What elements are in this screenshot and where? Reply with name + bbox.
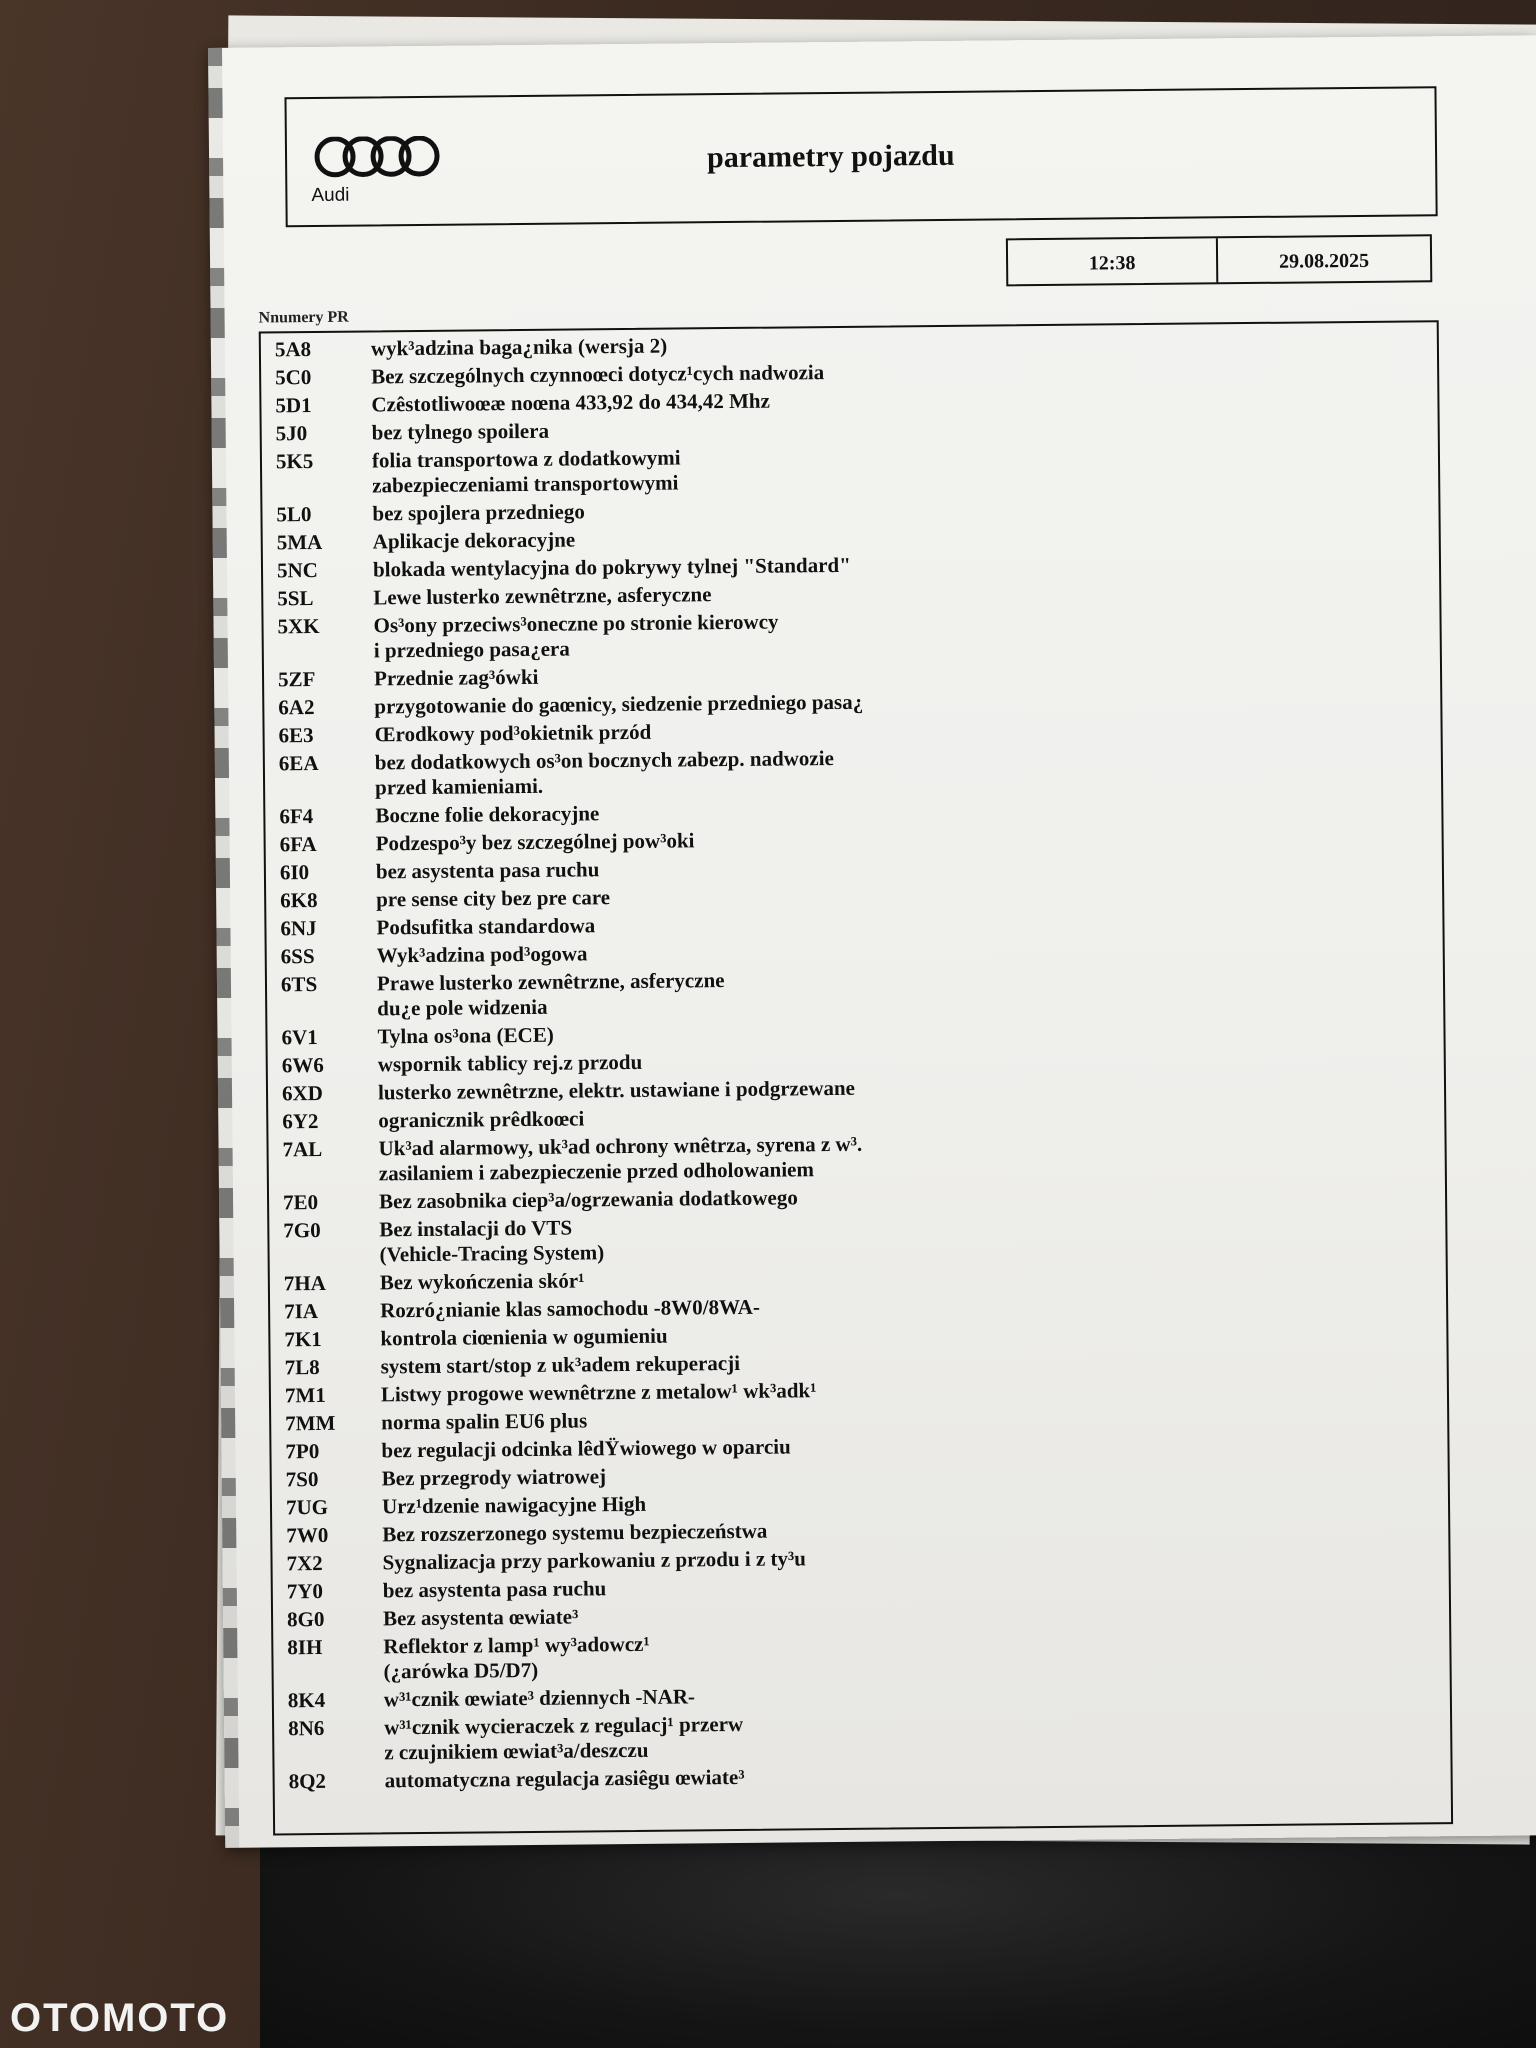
pr-description: w³¹cznik wycieraczek z regulacj¹ przerw z czujnikiem œwiat³a/deszczu bbox=[384, 1711, 744, 1765]
watermark-logo: OTOMOTO bbox=[10, 1996, 230, 2040]
pr-description: Przednie zag³ówki bbox=[373, 664, 539, 691]
pr-description: Aplikacje dekoracyjne bbox=[372, 527, 576, 554]
pr-description: Podzespo³y bez szczególnej pow³oki bbox=[375, 828, 695, 856]
pr-code: 5J0 bbox=[275, 421, 308, 446]
pr-row bbox=[273, 1624, 1449, 1685]
pr-description: Bez rozszerzonego systemu bezpieczeństwa bbox=[382, 1518, 768, 1547]
pr-code: 7HA bbox=[283, 1270, 326, 1296]
pr-description: norma spalin EU6 plus bbox=[381, 1408, 588, 1435]
pr-description: Lewe lusterko zewnêtrzne, asferyczne bbox=[373, 582, 712, 610]
pr-code: 8G0 bbox=[286, 1606, 325, 1632]
pr-description: bez asystenta pasa ruchu bbox=[375, 857, 600, 884]
pr-description: bez dodatkowych os³on bocznych zabezp. nadwozie przed kamieniami. bbox=[374, 746, 834, 800]
audi-rings-logo bbox=[307, 136, 458, 207]
pr-code: 6I0 bbox=[279, 860, 310, 885]
pr-description: Bez asystenta œwiate³ bbox=[382, 1604, 579, 1631]
pr-description: bez regulacji odcinka lêdŸwiowego w oparciu bbox=[381, 1434, 791, 1463]
pr-description: bez spojlera przedniego bbox=[372, 499, 585, 526]
pr-description: Sygnalizacja przy parkowaniu z przodu i z ty³u bbox=[382, 1546, 807, 1575]
time-date-box bbox=[1006, 234, 1432, 286]
pr-description: Uk³ad alarmowy, uk³ad ochrony wnêtrza, syrena z w³. zasilaniem i zabezpieczenie przed odholowaniem bbox=[378, 1131, 863, 1186]
pr-code: 8N6 bbox=[288, 1715, 325, 1741]
pr-description: ogranicznik prêdkoœci bbox=[378, 1106, 585, 1133]
pr-description: Reflektor z lamp¹ wy³adowcz¹ (¿arówka D5/D7) bbox=[383, 1631, 650, 1684]
pr-description: Os³ony przeciws³oneczne po stronie kierowcy i przedniego pasa¿era bbox=[373, 609, 779, 663]
pr-description: Listwy progowe wewnêtrzne z metalow¹ wk³adk¹ bbox=[380, 1378, 817, 1407]
document-sheet bbox=[208, 35, 1536, 1848]
pr-row bbox=[269, 1207, 1445, 1268]
pr-description: folia transportowa z dodatkowymi zabezpieczeniami transportowymi bbox=[371, 445, 681, 498]
pr-code: 5SL bbox=[277, 586, 314, 611]
pr-row bbox=[274, 1705, 1450, 1766]
print-date: 29.08.2025 bbox=[1278, 249, 1370, 273]
pr-code: 7L8 bbox=[284, 1354, 320, 1380]
pr-description: Rozró¿nianie klas samochodu -8W0/8WA- bbox=[380, 1294, 761, 1323]
pr-code: 6V1 bbox=[281, 1024, 318, 1050]
pr-code: 6XD bbox=[281, 1080, 323, 1106]
pr-code: 5XK bbox=[277, 613, 320, 639]
pr-code: 5ZF bbox=[277, 666, 316, 692]
pr-row bbox=[262, 438, 1438, 499]
document-header bbox=[284, 86, 1437, 227]
pr-description: system start/stop z uk³adem rekuperacji bbox=[380, 1350, 741, 1379]
pr-description: Tylna os³ona (ECE) bbox=[377, 1022, 554, 1049]
pr-code: 8Q2 bbox=[288, 1768, 327, 1794]
pr-code: 6F4 bbox=[279, 804, 314, 829]
pr-numbers-box bbox=[259, 320, 1453, 1835]
pr-description: Bez szczególnych czynnoœci dotycz¹cych nadwozia bbox=[371, 360, 825, 389]
pr-description: bez asystenta pasa ruchu bbox=[382, 1576, 607, 1603]
pr-description: Prawe lusterko zewnêtrzne, asferyczne du¿e pole widzenia bbox=[376, 968, 725, 1021]
pr-code: 7G0 bbox=[283, 1217, 321, 1243]
section-label: Nnumery PR bbox=[258, 308, 349, 327]
pr-description: blokada wentylacyjna do pokrywy tylnej "Standard" bbox=[372, 552, 851, 582]
pr-code: 8IH bbox=[287, 1634, 323, 1660]
pr-code: 7AL bbox=[282, 1136, 323, 1162]
pr-code: 6FA bbox=[279, 831, 317, 857]
brand-name: Audi bbox=[311, 184, 350, 207]
pr-description: wspornik tablicy rej.z przodu bbox=[377, 1049, 643, 1077]
pr-description: w³¹cznik œwiate³ dziennych -NAR- bbox=[383, 1684, 696, 1712]
pr-description: Podsufitka standardowa bbox=[376, 913, 596, 940]
pr-description: Boczne folie dekoracyjne bbox=[375, 801, 600, 828]
pr-code: 7W0 bbox=[286, 1522, 329, 1548]
foreground-shadow bbox=[260, 1830, 1536, 2048]
pr-code: 7P0 bbox=[285, 1438, 320, 1464]
pr-description: Wyk³adzina pod³ogowa bbox=[376, 941, 588, 968]
pr-description: Urz¹dzenie nawigacyjne High bbox=[381, 1491, 647, 1519]
pr-description: pre sense city bez pre care bbox=[376, 885, 611, 912]
pr-code: 5C0 bbox=[275, 365, 312, 390]
pr-code: 5A8 bbox=[274, 337, 312, 362]
pr-description: lusterko zewnêtrzne, elektr. ustawiane i podgrzewane bbox=[377, 1075, 856, 1105]
pr-code: 8K4 bbox=[287, 1687, 326, 1713]
pr-code: 6A2 bbox=[278, 695, 315, 720]
pr-code: 7UG bbox=[285, 1494, 329, 1520]
document-title: parametry pojazdu bbox=[706, 138, 955, 175]
pr-row bbox=[267, 961, 1443, 1022]
pr-description: automatyczna regulacja zasiêgu œwiate³ bbox=[384, 1764, 745, 1793]
pr-description: wyk³adzina baga¿nika (wersja 2) bbox=[370, 333, 668, 361]
pr-row bbox=[268, 1126, 1444, 1187]
pr-code: 6SS bbox=[280, 944, 315, 969]
pr-description: Bez przegrody wiatrowej bbox=[381, 1464, 607, 1491]
pr-code: 6NJ bbox=[280, 915, 317, 941]
pr-description: bez tylnego spoilera bbox=[371, 418, 550, 445]
pr-code: 5D1 bbox=[275, 393, 312, 418]
pr-row bbox=[265, 740, 1441, 801]
pr-description: Czêstotliwoœæ noœna 433,92 do 434,42 Mhz bbox=[371, 388, 770, 417]
pr-code: 6EA bbox=[278, 750, 319, 776]
pr-code: 7Y0 bbox=[286, 1578, 324, 1604]
pr-code: 5L0 bbox=[276, 502, 312, 527]
pr-description: Bez wykończenia skór¹ bbox=[379, 1268, 585, 1295]
pr-code: 5K5 bbox=[275, 449, 314, 474]
pr-code: 7IA bbox=[284, 1299, 319, 1324]
pr-code: 7K1 bbox=[284, 1326, 322, 1352]
pr-code: 7MM bbox=[285, 1410, 336, 1436]
pr-code: 6E3 bbox=[278, 723, 314, 748]
pr-code: 7S0 bbox=[285, 1467, 319, 1492]
pr-code: 7M1 bbox=[284, 1382, 326, 1408]
pr-code: 6Y2 bbox=[282, 1108, 319, 1134]
pr-code: 5NC bbox=[276, 557, 318, 583]
pr-code: 6K8 bbox=[280, 887, 318, 913]
print-time: 12:38 bbox=[1008, 238, 1218, 284]
pr-description: Œrodkowy pod³okietnik przód bbox=[374, 719, 652, 747]
pr-description: Bez instalacji do VTS (Vehicle-Tracing System) bbox=[379, 1215, 605, 1267]
pr-row bbox=[263, 603, 1439, 664]
pr-description: kontrola ciœnienia w ogumieniu bbox=[380, 1323, 668, 1351]
pr-list bbox=[261, 326, 1451, 1797]
pr-description: Bez zasobnika ciep³a/ogrzewania dodatkowego bbox=[378, 1185, 798, 1214]
pr-code: 7E0 bbox=[282, 1189, 319, 1215]
pr-code: 7X2 bbox=[286, 1550, 323, 1576]
pr-code: 6TS bbox=[280, 971, 318, 997]
pr-description: przygotowanie do gaœnicy, siedzenie przedniego pasa¿ bbox=[374, 689, 864, 719]
pr-code: 5MA bbox=[276, 529, 323, 555]
pr-code: 6W6 bbox=[281, 1052, 324, 1078]
